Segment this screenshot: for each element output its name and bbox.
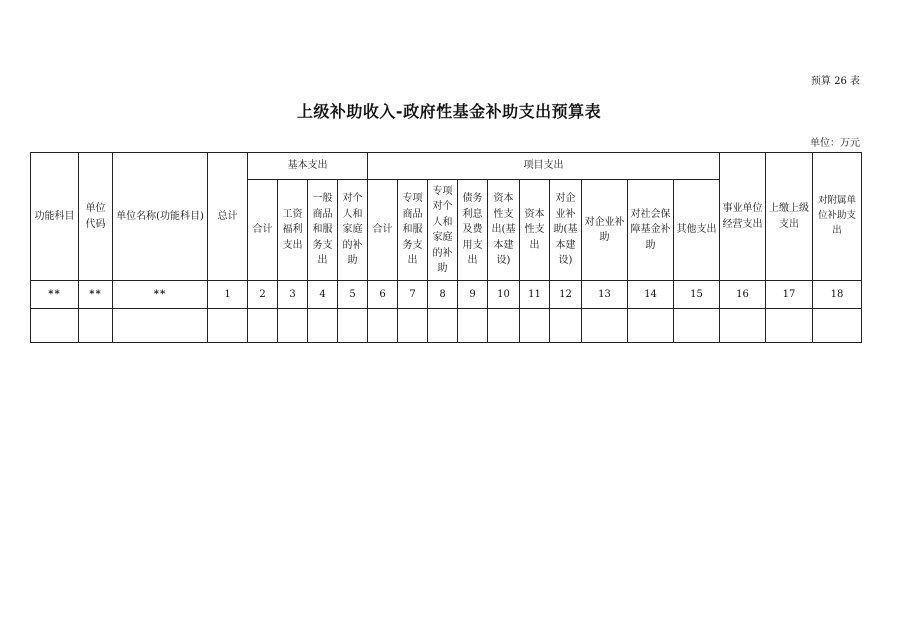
empty-cell [248,309,278,343]
header-unit-code: 单位代码 [79,153,113,281]
empty-cell [628,309,674,343]
column-number-cell: 2 [248,281,278,309]
empty-cell [208,309,248,343]
header-upper-payment: 上缴上级支出 [766,153,813,281]
header-proj-enterprise: 对企业补助 [582,180,628,281]
empty-cell [550,309,582,343]
header-subsidiary: 对附属单位补助支出 [813,153,862,281]
column-number-cell: 8 [428,281,458,309]
header-proj-other: 其他支出 [674,180,720,281]
unit-label: 单位：万元 [810,138,860,149]
page-title: 上级补助收入-政府性基金补助支出预算表 [296,102,602,121]
column-number-cell: 1 [208,281,248,309]
empty-cell [428,309,458,343]
column-number-cell: 12 [550,281,582,309]
column-number-cell: ** [31,281,79,309]
column-number-cell: 15 [674,281,720,309]
empty-data-row [31,309,862,343]
header-proj-social-security: 对社会保障基金补助 [628,180,674,281]
empty-cell [458,309,488,343]
empty-cell [813,309,862,343]
header-basic-wages: 工资福利支出 [278,180,308,281]
empty-cell [766,309,813,343]
header-proj-enterprise-construct: 对企业补助(基本建设) [550,180,582,281]
column-number-cell: 17 [766,281,813,309]
header-project-group: 项目支出 [368,153,720,180]
header-basic-total: 合计 [248,180,278,281]
empty-cell [520,309,550,343]
header-proj-goods: 专项商品和服务支出 [398,180,428,281]
empty-cell [79,309,113,343]
header-row-group [31,153,862,180]
header-basic-goods: 一般商品和服务支出 [308,180,338,281]
column-number-cell: 7 [398,281,428,309]
column-number-row [31,281,862,309]
empty-cell [368,309,398,343]
empty-cell [338,309,368,343]
column-number-cell: 9 [458,281,488,309]
header-institution: 事业单位经营支出 [720,153,766,281]
empty-cell [113,309,208,343]
header-proj-debt: 债务利息及费用支出 [458,180,488,281]
column-number-cell: 14 [628,281,674,309]
empty-cell [674,309,720,343]
empty-cell [278,309,308,343]
column-number-cell: 5 [338,281,368,309]
column-number-cell: 16 [720,281,766,309]
header-basic-individual: 对个人和家庭的补助 [338,180,368,281]
column-number-cell: ** [79,281,113,309]
empty-cell [488,309,520,343]
header-proj-capital-construct: 资本性支出(基本建设) [488,180,520,281]
column-number-cell: 11 [520,281,550,309]
empty-cell [31,309,79,343]
budget-table [30,152,862,343]
column-number-cell: 6 [368,281,398,309]
column-number-cell: 10 [488,281,520,309]
header-proj-individual: 专项对个人和家庭的补助 [428,180,458,281]
header-proj-total: 合计 [368,180,398,281]
empty-cell [582,309,628,343]
column-number-cell: 4 [308,281,338,309]
header-basic-group: 基本支出 [248,153,368,180]
empty-cell [398,309,428,343]
empty-cell [720,309,766,343]
header-unit-name: 单位名称(功能科目) [113,153,208,281]
column-number-cell: 18 [813,281,862,309]
column-number-cell: 3 [278,281,308,309]
header-func-subject: 功能科目 [31,153,79,281]
header-proj-capital: 资本性支出 [520,180,550,281]
column-number-cell: 13 [582,281,628,309]
column-number-cell: ** [113,281,208,309]
table-number: 预算 26 表 [810,76,860,87]
empty-cell [308,309,338,343]
header-total: 总计 [208,153,248,281]
